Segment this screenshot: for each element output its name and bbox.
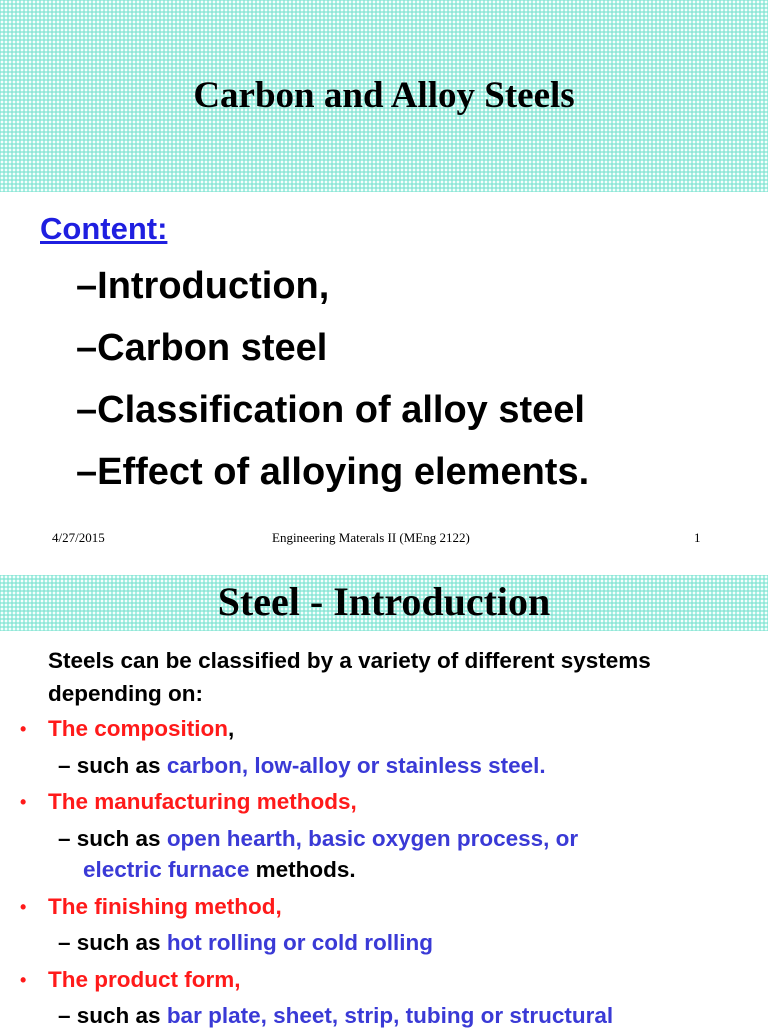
footer-course: Engineering Materals II (MEng 2122) — [272, 530, 470, 545]
section-heading-suffix: , — [228, 716, 235, 741]
bullet-marker: • — [20, 897, 27, 917]
sub-values: carbon, low-alloy or stainless steel. — [166, 753, 546, 778]
intro-line-1: Steels can be classified by a variety of different systems — [48, 648, 651, 673]
footer-date: 4/27/2015 — [52, 530, 105, 545]
content-item-effect: –Effect of alloying elements. — [76, 451, 590, 493]
section-composition-heading — [48, 713, 234, 746]
sub-dash-label: – such as — [58, 930, 167, 955]
section-product-form-heading: The product form, — [48, 967, 241, 992]
slide1-title: Carbon and Alloy Steels — [193, 75, 575, 116]
section-finishing-heading: The finishing method, — [48, 894, 282, 919]
content-item-introduction: –Introduction, — [76, 265, 330, 307]
bullet-marker: • — [20, 792, 27, 812]
sub-values-cont: electric furnace — [83, 857, 250, 882]
sub-values: bar plate, sheet, strip, tubing or structural — [166, 1003, 614, 1028]
sub-values: hot rolling or cold rolling — [166, 930, 434, 955]
bullet-marker: • — [20, 719, 27, 739]
section-manufacturing-sub-cont — [83, 854, 356, 887]
bullet-marker: • — [20, 970, 27, 990]
intro-line-2: depending on: — [48, 681, 203, 706]
sub-tail: methods. — [249, 857, 356, 882]
footer-page-number: 1 — [694, 530, 701, 545]
sub-dash-label: – such as — [58, 753, 167, 778]
sub-values: open hearth, basic oxygen process, or — [166, 826, 579, 851]
section-finishing-sub — [58, 927, 433, 960]
section-product-form-sub — [58, 1000, 613, 1033]
section-composition-sub — [58, 750, 546, 783]
section-heading-text: The composition — [48, 716, 228, 741]
content-item-classification: –Classification of alloy steel — [76, 389, 585, 431]
content-heading: Content: — [40, 211, 168, 246]
slide2-title: Steel - Introduction — [217, 579, 551, 624]
section-manufacturing-heading: The manufacturing methods, — [48, 789, 357, 814]
content-item-carbon-steel: –Carbon steel — [76, 327, 328, 369]
sub-dash-label: – such as — [58, 826, 167, 851]
sub-dash-label: – such as — [58, 1003, 167, 1028]
section-manufacturing-sub — [58, 823, 578, 856]
